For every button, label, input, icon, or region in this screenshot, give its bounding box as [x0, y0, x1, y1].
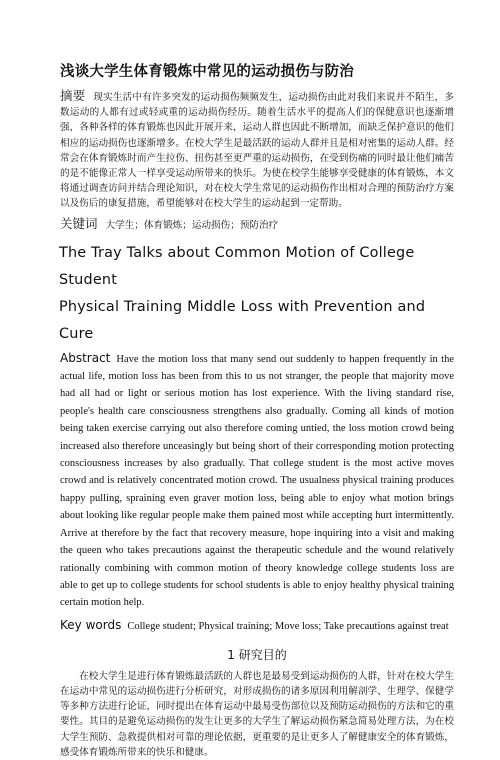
abstract-en-label: Abstract [60, 350, 111, 365]
keywords-cn-label: 关键词 [60, 215, 98, 231]
section-heading: 1 研究目的 [227, 647, 287, 662]
keywords-en [60, 616, 454, 636]
section-body: 在校大学生是进行体育锻炼最活跃的人群也是最易受到运动损伤的人群，针对在校大学生在运动中常见的运动损伤进行分析研究，对形成损伤的诸多原因利用解剖学、生理学、保健学等多种方法进行论证，同时提出在体育运动中最易受伤部位以及预防运动损伤的方法和它的重要性。其目的是避免运动损伤的发生让更多的大学生了解运动损伤紧急简易处理方法，为在校大学生预防、急救提供相对可靠的理论依据，更重要的是让更多人了解健康安全的体育锻炼，感受体育锻炼所带来的快乐和健康。 [60, 670, 454, 758]
keywords-cn [60, 216, 454, 234]
paper-title-en [59, 240, 454, 348]
paper-page [60, 62, 454, 760]
paper-title-en-line2: Physical Training Middle Loss with Prevention and Cure [59, 298, 426, 342]
abstract-cn-label: 摘要 [60, 88, 86, 103]
keywords-en-label: Key words [60, 617, 122, 632]
abstract-cn [60, 88, 454, 212]
keywords-en-text: College student; Physical training; Move loss; Take precautions against treat [127, 620, 449, 632]
abstract-cn-text: 现实生活中有许多突发的运动损伤频频发生，运动损伤由此对我们来说并不陌生，多数运动的人都有过或轻或重的运动损伤经历。随着生活水平的提高人们的保健意识也逐渐增强，各种各样的体育锻炼也因此开展开来，运动人群也因此不断增加，而缺乏保护意识的他们相应的运动损伤也逐渐增多。在校大学生是最活跃的运动人群并且是相对密集的运动人群。经常会在体育锻炼时而产生拉伤、扭伤甚至更严重的运动损伤，在受到伤痛的同时最让他们痛苦的是不能像正常人一样享受运动所带来的快乐。为使在校学生能够享受健康的体育锻炼，本文将通过调查访问并结合理论知识，对在校大学生常见的运动损伤作出相对合理的预防治疗方案以及伤后的康复措施，希望能够对在校大学生的运动起到一定帮助。 [60, 92, 454, 210]
paper-title-en-line1: The Tray Talks about Common Motion of College Student [59, 244, 415, 288]
paper-title-cn: 浅谈大学生体育锻炼中常见的运动损伤与防治 [60, 64, 354, 80]
keywords-cn-text: 大学生；体育锻炼；运动损伤；预防治疗 [105, 219, 279, 231]
abstract-en [60, 350, 454, 612]
abstract-en-text: Have the motion loss that many send out suddenly to happen frequently in the actual life, motion loss has been from this to us not stranger, the people that majority move had all had or light or serious motion has lost experience. With the living standard rise, people's health care consciousness strengthens also gradually. Coming all kinds of motion being taken exercise carrying out also therefore coming untied, the loss motion crowd being increased also therefore unceasingly but being short of their corresponding motion protecting consciousness increases by also gradually. That college student is the most active moves crowd and is relatively concentrated motion crowd. The usualness physical training produces happy pulling, spraining even graver motion loss, being able to enjoy what motion brings about looking like regular people make them pained most while accepting hurt intermittently. Arrive at therefore by the fact that recovery measure, hope inquiring into a visit and making the queen who takes precautions against the therapeutic schedule and the wound relatively rationally combining with common motion of theory knowledge college students loss are able to get up to college students for school students is able to enjoy healthy physical training certain motion help. [60, 353, 454, 609]
